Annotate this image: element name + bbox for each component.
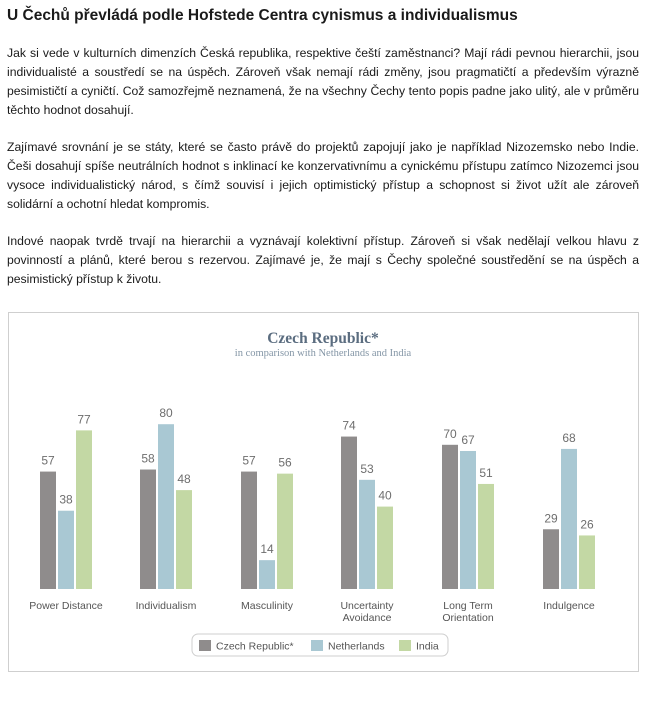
bar-value-label: 74 xyxy=(342,418,356,433)
bar-value-label: 80 xyxy=(159,406,173,421)
paragraph-2: Zajímavé srovnání je se státy, které se často právě do projektů zapojují jako je například Nizozemsko nebo Indie. Češi dosahují spíše neutrálních hodnot s inklinací ke konzervativnímu a cynickému přístupu zatímco Nizozemci jsou vysoce individualistický národ, s čímž souvisí i jejich optimistický přístup a schopnost si život užít ale zároveň solidární a ochotní hledat kompromis. xyxy=(7,140,639,211)
paragraph-3: Indové naopak tvrdě trvají na hierarchii a vyznávají kolektivní přístup. Zároveň si však nedělají velkou hlavu z povinností a plánů, které berou s rezervou. Zajímavé je, že mají s Čechy společné soustředění se na úspěch a pesimistický přístup k životu. xyxy=(7,234,639,286)
legend-label: India xyxy=(416,640,439,653)
category-label: Power Distance xyxy=(29,600,103,612)
bar-5-1 xyxy=(561,449,577,589)
category-label: Individualism xyxy=(135,600,197,612)
bar-value-label: 40 xyxy=(378,488,392,503)
bar-value-label: 57 xyxy=(242,453,256,468)
bar-5-0 xyxy=(543,529,559,589)
bar-0-2 xyxy=(76,430,92,589)
chart-title: Czech Republic* xyxy=(267,330,379,347)
bar-value-label: 57 xyxy=(41,453,55,468)
bar-value-label: 26 xyxy=(580,517,594,532)
category-labels xyxy=(29,600,595,624)
bar-1-0 xyxy=(140,470,156,589)
bar-2-2 xyxy=(277,474,293,589)
bar-value-label: 14 xyxy=(260,542,274,557)
category-label: Indulgence xyxy=(543,600,595,612)
category-label: Long Term xyxy=(443,600,493,612)
bar-5-2 xyxy=(579,535,595,589)
bar-value-label: 53 xyxy=(360,461,374,476)
legend-swatch xyxy=(311,640,323,651)
bar-3-1 xyxy=(359,480,375,589)
bar-1-1 xyxy=(158,424,174,589)
bar-1-2 xyxy=(176,490,192,589)
category-label: Avoidance xyxy=(342,612,392,624)
chart-legend xyxy=(192,634,448,656)
category-label: Orientation xyxy=(442,612,494,624)
category-label: Uncertainty xyxy=(340,600,394,612)
bar-value-label: 48 xyxy=(177,472,191,487)
bar-value-label: 56 xyxy=(278,455,292,470)
bar-3-0 xyxy=(341,437,357,589)
bar-value-label: 38 xyxy=(59,492,73,507)
bar-value-label: 67 xyxy=(461,432,475,447)
bar-value-label: 51 xyxy=(479,465,493,480)
legend-label: Netherlands xyxy=(328,640,385,653)
article xyxy=(7,6,639,307)
paragraph-1: Jak si vede v kulturních dimenzích Česká republika, respektive čeští zaměstnanci? Mají rádi pevnou hierarchii, jsou individualisté a soustředí se na úspěch. Zároveň však nemají rádi změny, jsou pragmatičtí a především výrazně pesimističtí a cyničtí. Což samozřejmě neznamená, že na všechny Čechy tento popis padne jako ulitý, ale v průměru těchto hodnot dosahují. xyxy=(7,46,639,117)
legend-swatch xyxy=(399,640,411,651)
bar-2-0 xyxy=(241,472,257,589)
legend-swatch xyxy=(199,640,211,651)
bar-0-0 xyxy=(40,472,56,589)
bar-value-label: 70 xyxy=(443,426,457,441)
hofstede-chart xyxy=(8,312,639,672)
bar-3-2 xyxy=(377,507,393,589)
article-heading: U Čechů převládá podle Hofstede Centra cynismus a individualismus xyxy=(7,7,518,24)
bar-2-1 xyxy=(259,560,275,589)
bar-value-label: 77 xyxy=(77,412,91,427)
chart-bars xyxy=(40,406,595,589)
bar-0-1 xyxy=(58,511,74,589)
bar-value-label: 58 xyxy=(141,451,155,466)
chart-canvas xyxy=(9,313,638,671)
bar-4-0 xyxy=(442,445,458,589)
bar-value-label: 68 xyxy=(562,430,576,445)
bar-4-1 xyxy=(460,451,476,589)
category-label: Masculinity xyxy=(241,600,293,612)
legend-label: Czech Republic* xyxy=(216,640,294,653)
bar-value-label: 29 xyxy=(544,511,558,526)
bar-4-2 xyxy=(478,484,494,589)
chart-subtitle: in comparison with Netherlands and India xyxy=(234,348,412,359)
